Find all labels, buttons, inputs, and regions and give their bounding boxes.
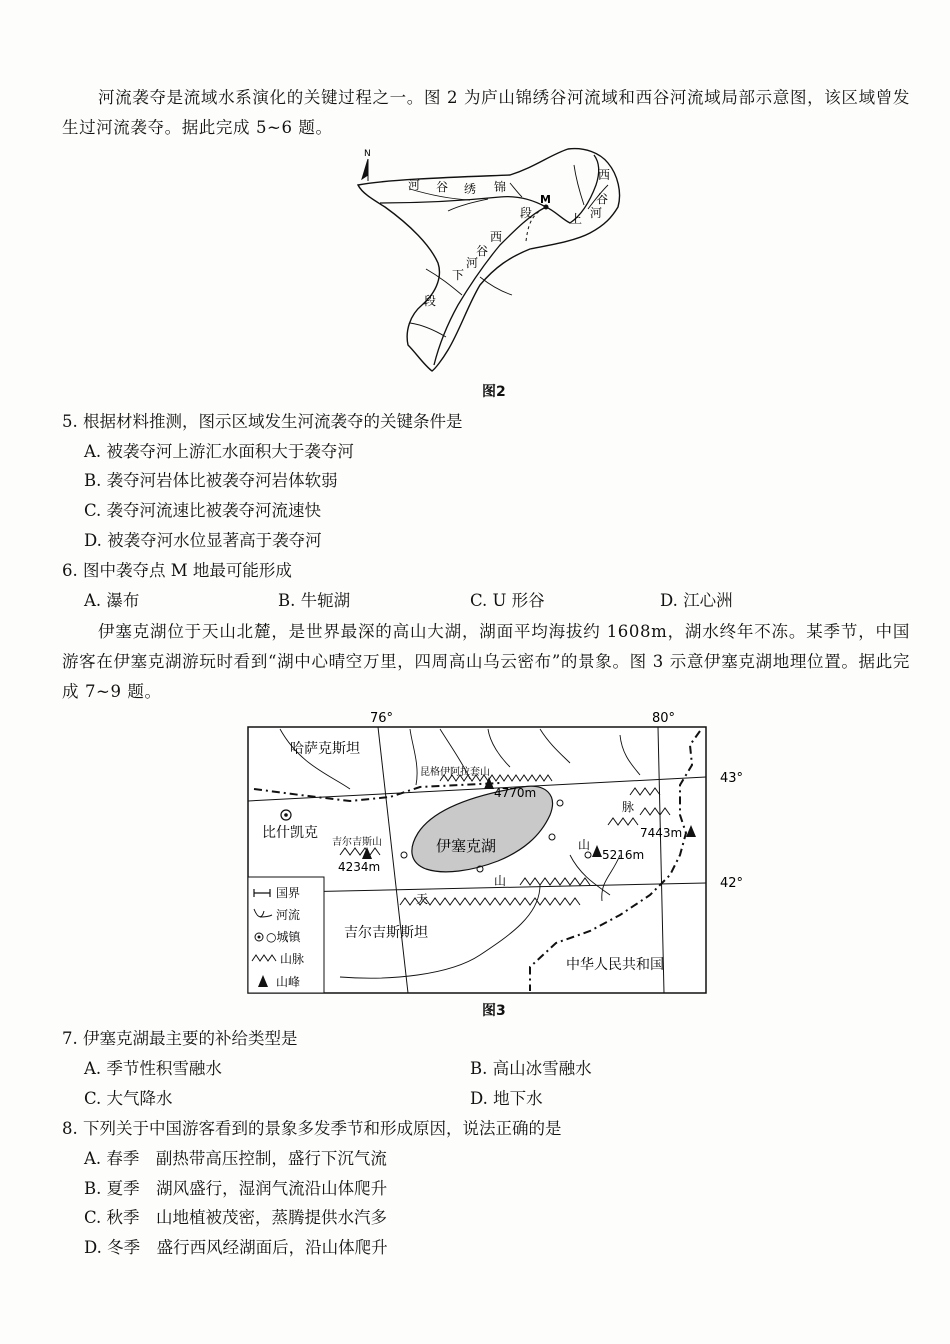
north-arrow-icon	[362, 159, 368, 181]
peak-4234-label: 4234m	[338, 860, 381, 874]
figure-2-caption: 图2	[482, 384, 506, 400]
question-6-stem: 6. 图中袭夺点 M 地最可能形成	[62, 561, 292, 580]
q8-option-a: A. 春季 副热带高压控制，盛行下沉气流	[84, 1149, 387, 1168]
legend-town: ○城镇	[266, 930, 301, 944]
q6-option-c: C. U 形谷	[470, 591, 545, 610]
jinxiu-label-1: 河	[408, 178, 421, 192]
figure-3-caption: 图3	[482, 1003, 506, 1019]
kungey-range-label: 昆格伊阿拉套山	[420, 767, 490, 778]
intro-paragraph-1: 河流袭夺是流域水系演化的关键过程之一。图 2 为庐山锦绣谷河流域和西谷河流域局部示意图，该区域曾发生过河流袭夺。据此完成 5~6 题。	[62, 88, 910, 137]
xigu-upper-3: 上	[570, 212, 583, 226]
jinxiu-label-2: 谷	[436, 180, 449, 194]
q8-option-c: C. 秋季 山地植被茂密，蒸腾提供水汽多	[84, 1208, 388, 1227]
xigu-lower-5: 段	[424, 294, 437, 308]
peak-4770-label: 4770m	[494, 786, 537, 800]
xigu-upper-2: 谷	[596, 192, 609, 206]
q8-option-b: B. 夏季 湖风盛行，湿润气流沿山体爬升	[84, 1179, 388, 1198]
q7-option-a: A. 季节性积雪融水	[84, 1059, 222, 1078]
q7-option-b: B. 高山冰雪融水	[470, 1059, 592, 1078]
xigu-lower-4: 下	[452, 268, 465, 282]
lon-76-label: 76°	[370, 711, 394, 726]
lon-80-label: 80°	[652, 711, 676, 726]
peak-7443-label: 7443m	[640, 826, 683, 840]
kyrgyz-range-label: 吉尔吉斯山	[332, 837, 382, 848]
xigu-lower-1: 西	[490, 230, 503, 244]
q5-option-d: D. 被袭夺河水位显著高于袭夺河	[84, 531, 322, 550]
question-5-stem: 5. 根据材料推测，图示区域发生河流袭夺的关键条件是	[62, 412, 463, 431]
xigu-lower-2: 谷	[476, 244, 489, 258]
q6-option-b: B. 牛轭湖	[278, 591, 351, 610]
q7-option-c: C. 大气降水	[84, 1089, 173, 1108]
jinxiu-label-4: 锦	[494, 180, 507, 194]
q6-option-a: A. 瀑布	[84, 591, 140, 610]
peak-5216-label: 5216m	[602, 848, 645, 862]
china-label: 中华人民共和国	[566, 957, 664, 973]
lat-42-label: 42°	[720, 876, 744, 891]
legend-peak: 山峰	[276, 975, 301, 989]
intro-paragraph-2: 伊塞克湖位于天山北麓，是世界最深的高山大湖，湖面平均海拔约 1608m，湖水终年不冻。某季节，中国游客在伊塞克湖游玩时看到“湖中心晴空万里，四周高山乌云密布”的景象。图 3 示意伊塞克湖地理位置。据此完成 7~9 题。	[62, 622, 910, 701]
m-point-label: M	[540, 193, 551, 206]
question-8-stem: 8. 下列关于中国游客看到的景象多发季节和形成原因，说法正确的是	[62, 1119, 562, 1138]
q5-option-b: B. 袭夺河岩体比被袭夺河岩体软弱	[84, 471, 338, 490]
xigu-upper-4: 河	[590, 206, 603, 220]
shan-label-1: 山	[494, 874, 507, 888]
figure-3-map	[240, 705, 760, 995]
jinxiu-label-3: 绣	[464, 182, 477, 196]
legend-range: 山脉	[280, 952, 305, 966]
lat-43-label: 43°	[720, 771, 744, 786]
legend-border: 国界	[276, 886, 301, 900]
tian-label: 天	[416, 892, 429, 906]
q5-option-a: A. 被袭夺河上游汇水面积大于袭夺河	[84, 442, 354, 461]
bishkek-label: 比什凯克	[262, 825, 318, 841]
mai-label: 脉	[622, 800, 635, 814]
xigu-upper-5: 段	[520, 206, 533, 220]
q7-option-d: D. 地下水	[470, 1089, 543, 1108]
kazakhstan-label: 哈萨克斯坦	[290, 741, 360, 757]
legend-river: 河流	[276, 908, 301, 922]
question-7-stem: 7. 伊塞克湖最主要的补给类型是	[62, 1029, 298, 1048]
lake-label: 伊塞克湖	[436, 837, 497, 855]
xigu-lower-3: 河	[466, 256, 479, 270]
q6-option-d: D. 江心洲	[660, 591, 733, 610]
figure-2-map	[350, 145, 640, 375]
shan-label-2: 山	[578, 838, 591, 852]
xigu-upper-1: 西	[598, 168, 611, 182]
kyrgyzstan-label: 吉尔吉斯斯坦	[344, 925, 428, 941]
q8-option-d: D. 冬季 盛行西风经湖面后，沿山体爬升	[84, 1238, 388, 1257]
q5-option-c: C. 袭夺河流速比被袭夺河流速快	[84, 501, 322, 520]
north-label: N	[364, 149, 371, 159]
